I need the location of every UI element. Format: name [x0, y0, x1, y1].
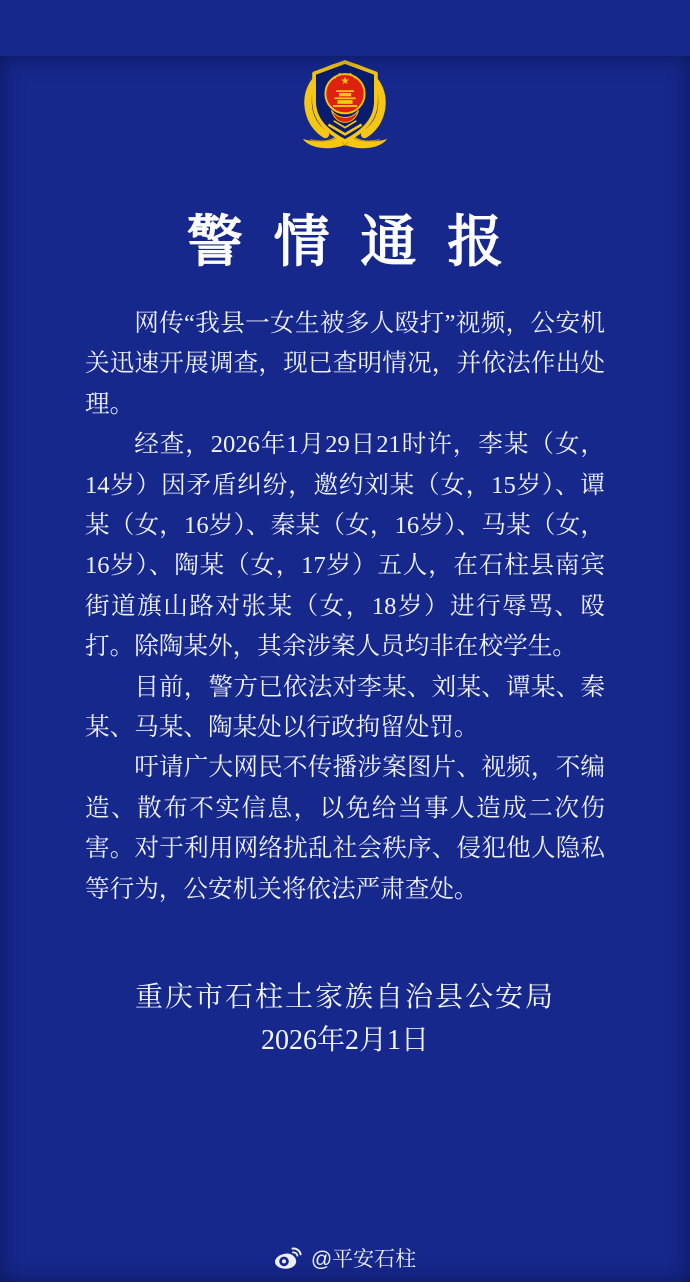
notice-paragraph: 吁请广大网民不传播涉案图片、视频，不编造、散布不实信息，以免给当事人造成二次伤害。对于利用网络扰乱社会秩序、侵犯他人隐私等行为，公安机关将依法严肃查处。: [85, 754, 605, 903]
police-badge-emblem: [292, 56, 398, 154]
notice-title: 警情通报: [186, 212, 534, 274]
weibo-watermark: [0, 1243, 690, 1273]
signature-block: [0, 976, 690, 1062]
notice-paragraph: 目前，警方已依法对李某、刘某、谭某、秦某、马某、陶某处以行政拘留处罚。: [85, 673, 605, 742]
watermark-text: @平安石柱: [310, 1248, 417, 1271]
weibo-icon: [274, 1247, 302, 1270]
notice-paragraph: 网传“我县一女生被多人殴打”视频，公安机关迅速开展调查，现已查明情况，并依法作出处理。: [85, 310, 605, 418]
issuer-line: 重庆市石柱土家族自治县公安局: [134, 982, 555, 1014]
date-line: 2026年2月1日: [260, 1025, 429, 1057]
notice-paragraph: 经查，2026年1月29日21时许，李某（女，14岁）因矛盾纠纷，邀约刘某（女，15岁）、谭某（女，16岁）、秦某（女，16岁）、马某（女，16岁）、陶某（女，17岁）五人，在石柱县南宾街道旗山路对张某（女，18岁）进行辱骂、殴打。除陶某外，其余涉案人员均非在校学生。: [85, 431, 605, 661]
notice-body: [85, 304, 605, 910]
